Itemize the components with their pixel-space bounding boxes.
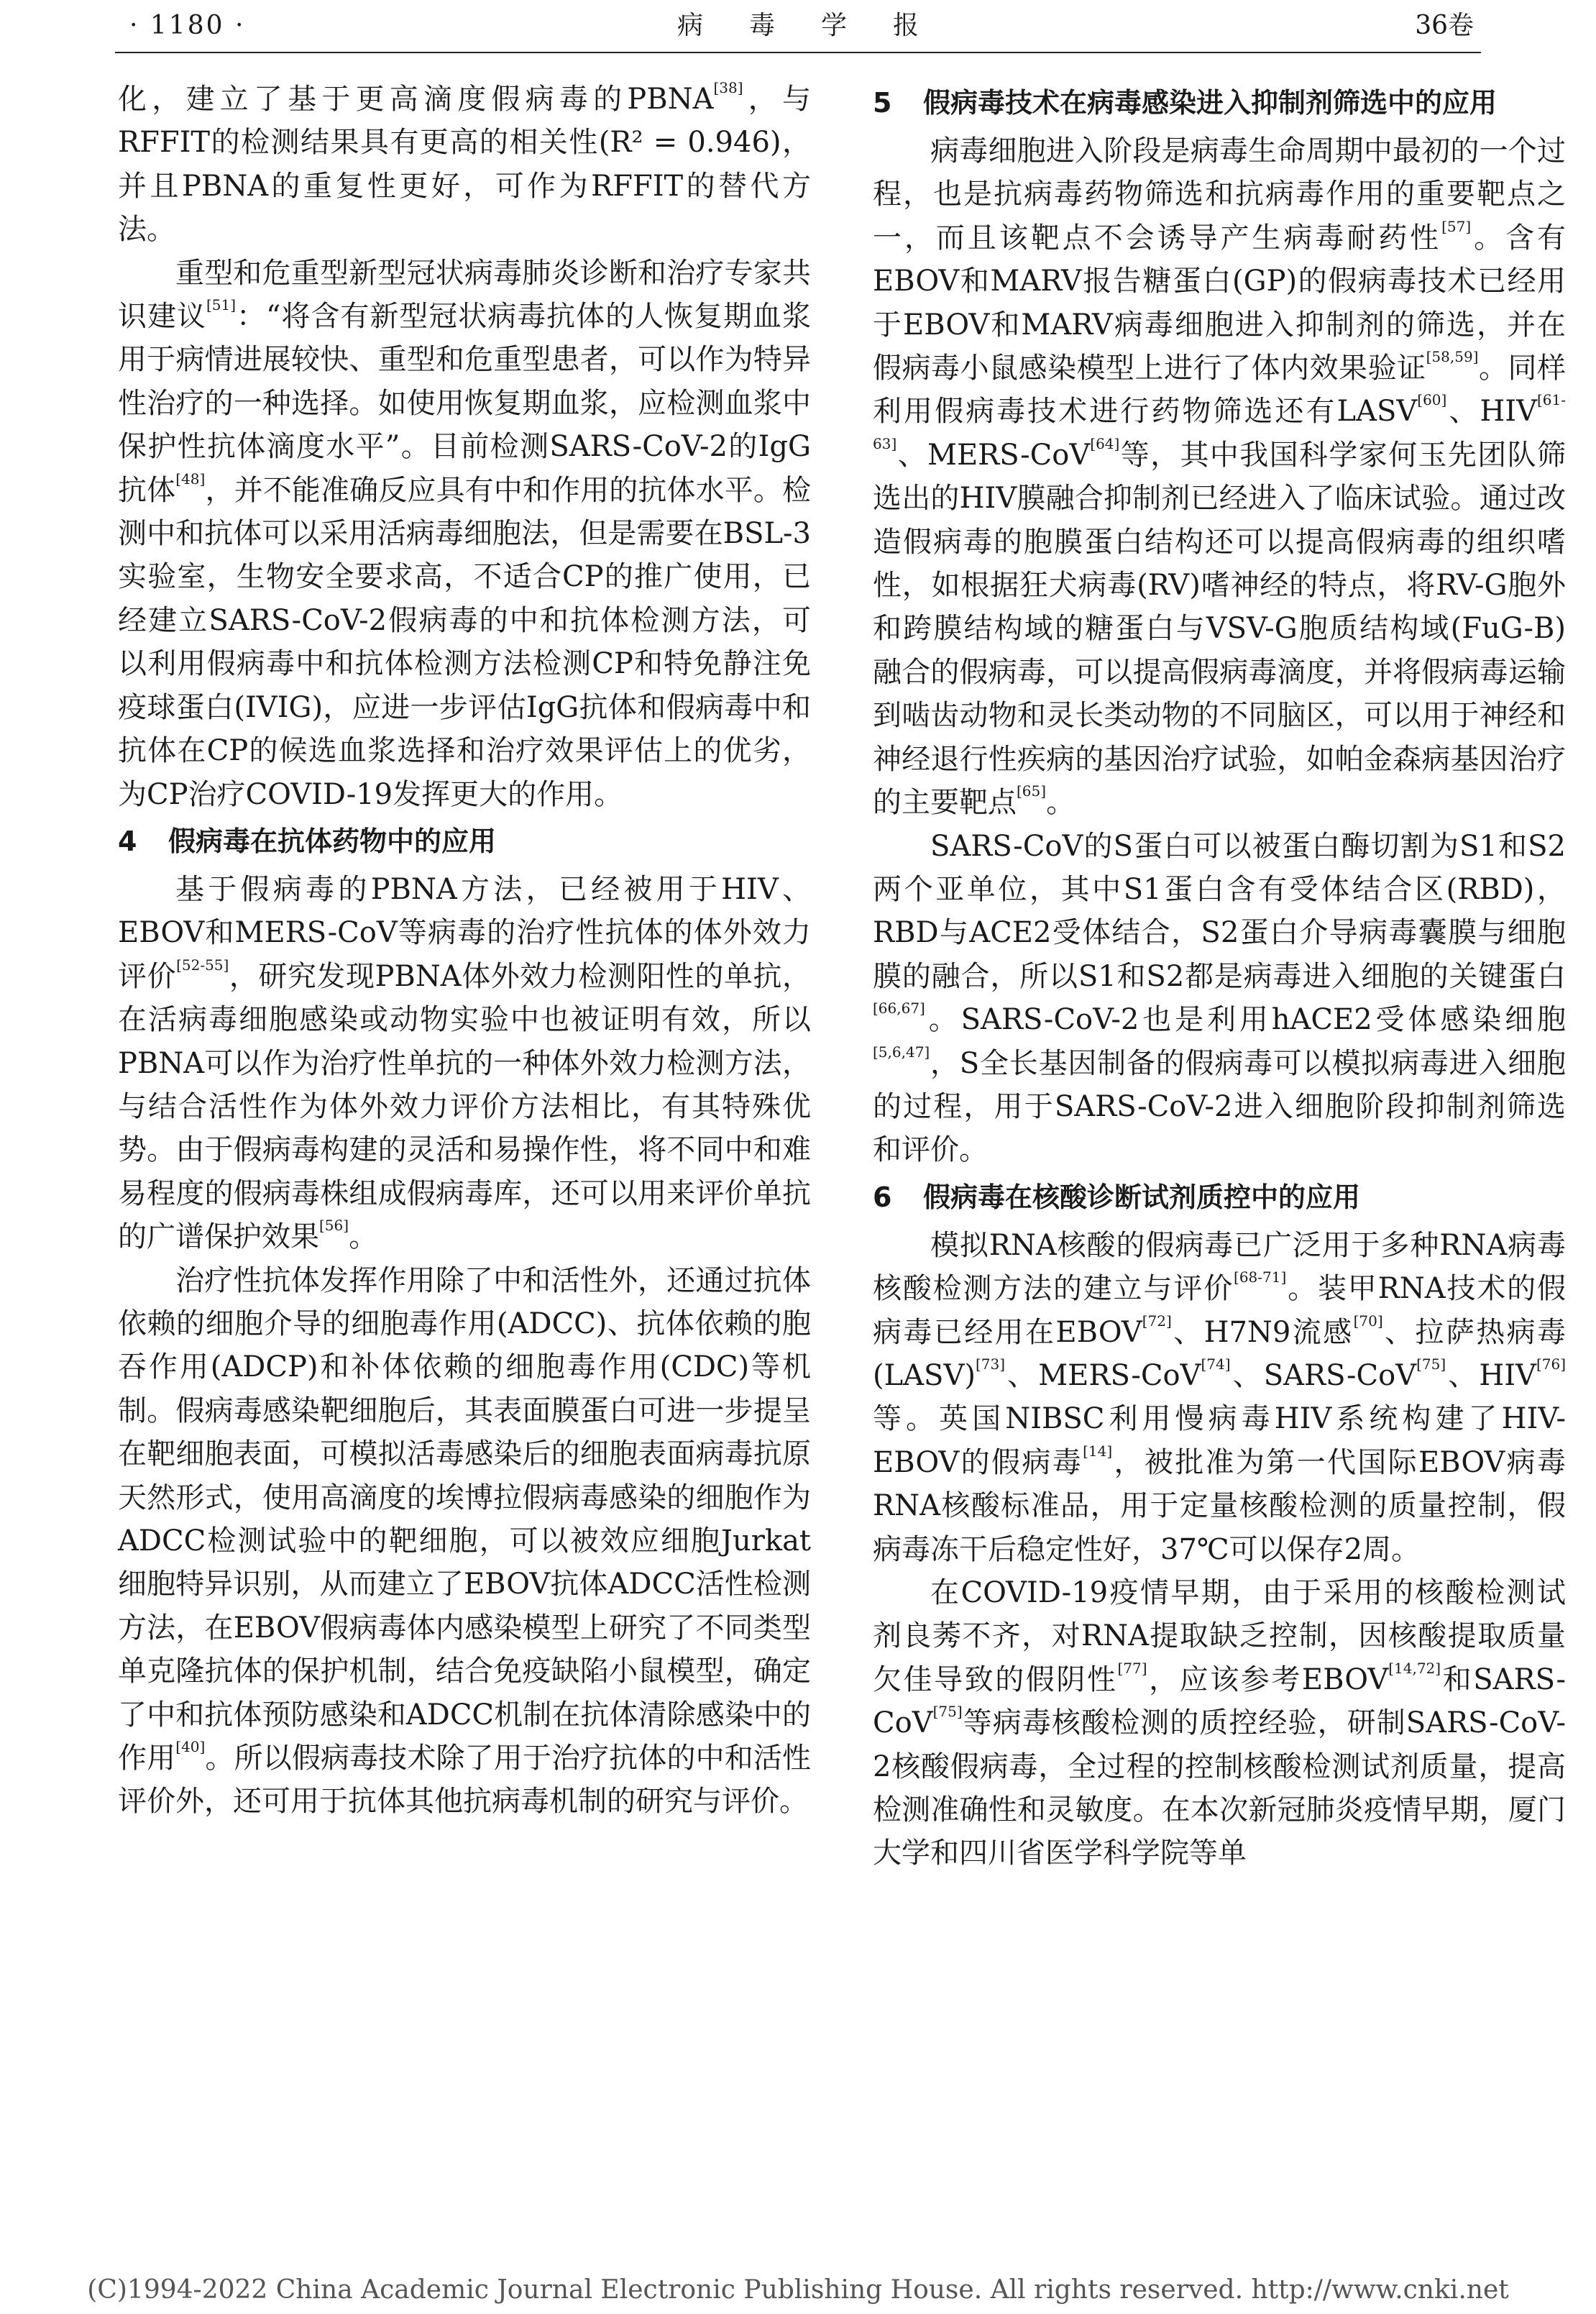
citation-ref: [75]	[1416, 1355, 1446, 1373]
section-title: 假病毒在抗体药物中的应用	[168, 825, 497, 857]
citation-ref: [76]	[1536, 1355, 1566, 1373]
page-number: · 1180 ·	[129, 11, 246, 40]
citation-ref: [56]	[319, 1217, 349, 1235]
running-header	[115, 10, 1481, 53]
section-heading-5	[873, 82, 1566, 124]
citation-ref: [75]	[932, 1703, 963, 1721]
citation-ref: [51]	[206, 296, 236, 314]
volume-label: 36卷	[1415, 11, 1474, 40]
citation-ref: [74]	[1201, 1355, 1231, 1373]
paragraph-entry-inhibitor: 病毒细胞进入阶段是病毒生命周期中最初的一个过程，也是抗病毒药物筛选和抗病毒作用的重要靶点之一，而且该靶点不会诱导产生病毒耐药性[57]。含有EBOV和MARV报告糖蛋白(GP)的假病毒技术已经用于EBOV和MARV病毒细胞进入抑制剂的筛选，并在假病毒小鼠感染模型上进行了体内效果验证[58,59]。同样利用假病毒技术进行药物筛选还有LASV[60]、HIV[61-63]、MERS-CoV[64]等，其中我国科学家何玉先团队筛选出的HIV膜融合抑制剂已经进入了临床试验。通过改造假病毒的胞膜蛋白结构还可以提高假病毒的组织嗜性，如根据狂犬病毒(RV)嗜神经的特点，将RV-G胞外和跨膜结构域的糖蛋白与VSV-G胞质结构域(FuG-B)融合的假病毒，可以提高假病毒滴度，并将假病毒运输到啮齿动物和灵长类动物的不同脑区，可以用于神经和神经退行性疾病的基因治疗试验，如帕金森病基因治疗的主要靶点[65]。	[873, 134, 1567, 820]
section-number: 5	[873, 87, 892, 119]
citation-ref: [38]	[713, 79, 743, 96]
citation-ref: [73]	[975, 1355, 1006, 1373]
citation-ref: [57]	[1441, 217, 1472, 235]
right-column	[873, 78, 1566, 1875]
citation-ref: [68-71]	[1234, 1268, 1287, 1286]
citation-ref: [40]	[175, 1738, 206, 1756]
citation-ref: [48]	[175, 470, 206, 488]
citation-ref: [5,6,47]	[873, 1043, 930, 1061]
paragraph-adcc: 治疗性抗体发挥作用除了中和活性外，还通过抗体依赖的细胞介导的细胞毒作用(ADCC)、抗体依赖的胞吞作用(ADCP)和补体依赖的细胞毒作用(CDC)等机制。假病毒感染靶细胞后，其表面膜蛋白可进一步提呈在靶细胞表面，可模拟活毒感染后的细胞表面病毒抗原天然形式，使用高滴度的埃博拉假病毒感染的细胞作为ADCC检测试验中的靶细胞，可以被效应细胞Jurkat细胞特异识别，从而建立了EBOV抗体ADCC活性检测方法，在EBOV假病毒体内感染模型上研究了不同类型单克隆抗体的保护机制，结合免疫缺陷小鼠模型，确定了中和抗体预防感染和ADCC机制在抗体清除感染中的作用[40]。所以假病毒技术除了用于治疗抗体的中和活性评价外，还可用于抗体其他抗病毒机制的研究与评价。	[118, 1263, 812, 1819]
citation-ref: [58,59]	[1426, 348, 1479, 366]
paragraph-pbna-antibody: 基于假病毒的PBNA方法，已经被用于HIV、EBOV和MERS-CoV等病毒的治疗性抗体的体外效力评价[52-55]，研究发现PBNA体外效力检测阳性的单抗，在活病毒细胞感染或动物实验中也被证明有效，所以PBNA可以作为治疗性单抗的一种体外效力检测方法，与结合活性作为体外效力评价方法相比，有其特殊优势。由于假病毒构建的灵活和易操作性，将不同中和难易程度的假病毒株组成假病毒库，还可以用来评价单抗的广谱保护效果[56]。	[118, 872, 812, 1254]
section-heading-6	[873, 1176, 1566, 1218]
citation-ref: [61-63]	[873, 391, 1566, 452]
citation-ref: [52-55]	[176, 956, 229, 974]
paragraph-armored-rna: 模拟RNA核酸的假病毒已广泛用于多种RNA病毒核酸检测方法的建立与评价[68-71]。装甲RNA技术的假病毒已经用在EBOV[72]、H7N9流感[70]、拉萨热病毒(LASV)[73]、MERS-CoV[74]、SARS-CoV[75]、HIV[76]等。英国NIBSC利用慢病毒HIV系统构建了HIV-EBOV的假病毒[14]，被批准为第一代国际EBOV病毒RNA核酸标准品，用于定量核酸检测的质量控制，假病毒冻干后稳定性好，37℃可以保存2周。	[873, 1228, 1567, 1566]
journal-title: 病毒学报	[677, 11, 965, 40]
citation-ref: [70]	[1353, 1312, 1383, 1330]
paragraph-covid-nucleic-acid: 在COVID-19疫情早期，由于采用的核酸检测试剂良莠不齐，对RNA提取缺乏控制，因核酸提取质量欠佳导致的假阴性[77]，应该参考EBOV[14,72]和SARS-CoV[75]等病毒核酸检测的质控经验，研制SARS-CoV-2核酸假病毒，全过程的控制核酸检测试剂质量，提高检测准确性和灵敏度。在本次新冠肺炎疫情早期，厦门大学和四川省医学科学院等单	[873, 1576, 1567, 1870]
section-heading-4	[118, 820, 811, 862]
paragraph-sars-s-protein: SARS-CoV的S蛋白可以被蛋白酶切割为S1和S2两个亚单位，其中S1蛋白含有受体结合区(RBD)，RBD与ACE2受体结合，S2蛋白介导病毒囊膜与细胞膜的融合，所以S1和S2都是病毒进入细胞的关键蛋白[66,67]。SARS-CoV-2也是利用hACE2受体感染细胞[5,6,47]，S全长基因制备的假病毒可以模拟病毒进入细胞的过程，用于SARS-CoV-2进入细胞阶段抑制剂筛选和评价。	[873, 829, 1566, 1167]
paragraph-pbna-rffit: 化，建立了基于更高滴度假病毒的PBNA[38]，与RFFIT的检测结果具有更高的相关性(R² = 0.946)，并且PBNA的重复性更好，可作为RFFIT的替代方法。	[118, 79, 812, 247]
paragraph-convalescent-plasma: 重型和危重型新型冠状病毒肺炎诊断和治疗专家共识建议[51]：“将含有新型冠状病毒抗体的人恢复期血浆用于病情进展较快、重型和危重型患者，可以作为特异性治疗的一种选择。如使用恢复期血浆，应检测血浆中保护性抗体滴度水平”。目前检测SARS-CoV-2的IgG抗体[48]，并不能准确反应具有中和作用的抗体水平。检测中和抗体可以采用活病毒细胞法，但是需要在BSL-3实验室，生物安全要求高，不适合CP的推广使用，已经建立SARS-CoV-2假病毒的中和抗体检测方法，可以利用假病毒中和抗体检测方法检测CP和特免静注免疫球蛋白(IVIG)，应进一步评估IgG抗体和假病毒中和抗体在CP的候选血浆选择和治疗效果评估上的优劣，为CP治疗COVID-19发挥更大的作用。	[118, 256, 812, 811]
citation-ref: [14]	[1083, 1442, 1113, 1460]
citation-ref: [66,67]	[873, 1000, 925, 1017]
citation-ref: [72]	[1142, 1312, 1172, 1330]
citation-ref: [60]	[1417, 391, 1447, 409]
copyright-footer: (C)1994-2022 China Academic Journal Electronic Publishing House. All rights reserved. http://www.cnki.net	[87, 2275, 1509, 2305]
citation-ref: [77]	[1117, 1659, 1147, 1677]
section-title: 假病毒技术在病毒感染进入抑制剂筛选中的应用	[923, 87, 1498, 119]
section-number: 6	[873, 1181, 892, 1213]
citation-ref: [14,72]	[1388, 1659, 1441, 1677]
section-number: 4	[118, 825, 137, 857]
citation-ref: [64]	[1090, 434, 1120, 452]
left-column	[118, 78, 811, 1824]
section-title: 假病毒在核酸诊断试剂质控中的应用	[923, 1181, 1361, 1213]
citation-ref: [65]	[1017, 782, 1047, 800]
